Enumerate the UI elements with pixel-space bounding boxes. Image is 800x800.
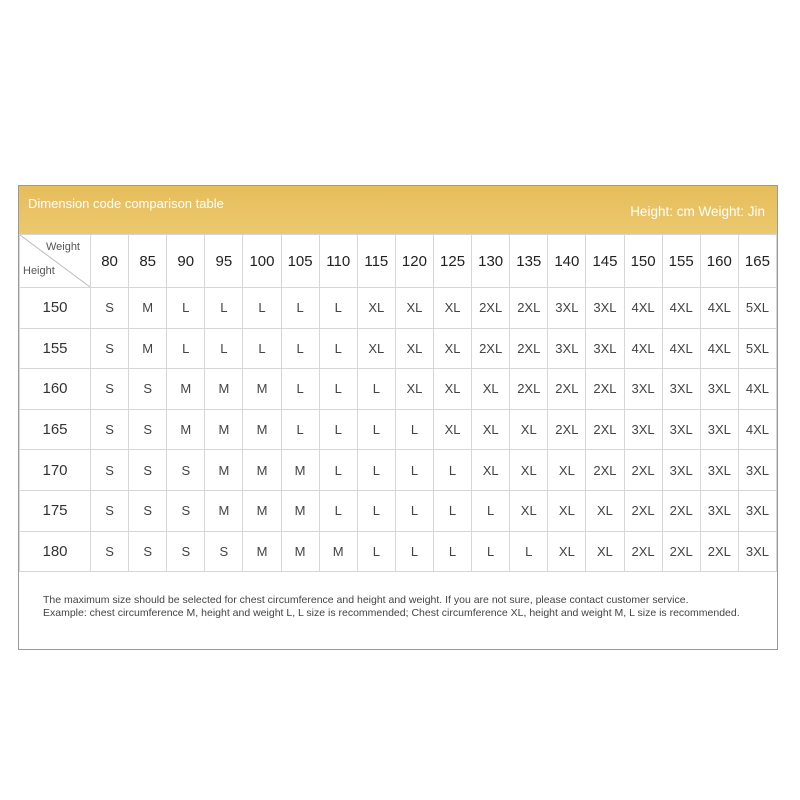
table-row <box>20 531 777 572</box>
size-cell: M <box>205 409 243 450</box>
size-cell: M <box>281 450 319 491</box>
weight-header: 95 <box>205 235 243 288</box>
weight-header: 115 <box>357 235 395 288</box>
size-cell: XL <box>548 490 586 531</box>
size-cell: 2XL <box>624 450 662 491</box>
size-cell: M <box>167 369 205 410</box>
size-cell: L <box>472 490 510 531</box>
size-cell: L <box>281 328 319 369</box>
size-cell: 4XL <box>700 328 738 369</box>
table-row <box>20 450 777 491</box>
size-cell: XL <box>472 369 510 410</box>
size-cell: 2XL <box>510 369 548 410</box>
size-cell: M <box>243 490 281 531</box>
size-cell: S <box>129 369 167 410</box>
size-cell: 3XL <box>700 490 738 531</box>
size-cell: 3XL <box>662 450 700 491</box>
size-cell: XL <box>433 328 471 369</box>
size-cell: 2XL <box>510 328 548 369</box>
size-cell: M <box>243 450 281 491</box>
table-row <box>20 369 777 410</box>
size-cell: L <box>357 490 395 531</box>
weight-header: 85 <box>129 235 167 288</box>
size-cell: 3XL <box>700 450 738 491</box>
size-cell: XL <box>395 328 433 369</box>
size-cell: M <box>281 531 319 572</box>
size-cell: S <box>91 328 129 369</box>
size-cell: S <box>167 531 205 572</box>
height-cell: 170 <box>20 450 91 491</box>
size-cell: 2XL <box>662 531 700 572</box>
height-cell: 160 <box>20 369 91 410</box>
size-cell: XL <box>548 531 586 572</box>
size-cell: L <box>357 531 395 572</box>
size-cell: 2XL <box>586 450 624 491</box>
size-cell: S <box>91 409 129 450</box>
size-cell: L <box>281 409 319 450</box>
weight-header: 90 <box>167 235 205 288</box>
weight-header: 80 <box>91 235 129 288</box>
size-cell: 3XL <box>738 490 776 531</box>
height-cell: 180 <box>20 531 91 572</box>
size-cell: 3XL <box>662 369 700 410</box>
corner-height-label: Height <box>23 265 55 277</box>
size-cell: L <box>395 490 433 531</box>
size-cell: L <box>205 328 243 369</box>
size-cell: XL <box>510 490 548 531</box>
size-cell: L <box>433 490 471 531</box>
size-cell: XL <box>510 450 548 491</box>
size-cell: XL <box>433 288 471 329</box>
size-cell: 4XL <box>662 328 700 369</box>
size-cell: L <box>319 490 357 531</box>
size-cell: XL <box>472 409 510 450</box>
size-cell: S <box>129 490 167 531</box>
header-row <box>20 235 777 288</box>
weight-header: 130 <box>472 235 510 288</box>
size-cell: 3XL <box>624 409 662 450</box>
weight-header: 150 <box>624 235 662 288</box>
size-cell: L <box>319 288 357 329</box>
weight-header: 160 <box>700 235 738 288</box>
size-cell: S <box>167 450 205 491</box>
size-cell: 4XL <box>624 288 662 329</box>
size-cell: 3XL <box>662 409 700 450</box>
size-cell: 5XL <box>738 328 776 369</box>
size-cell: 2XL <box>586 409 624 450</box>
size-cell: S <box>91 450 129 491</box>
size-cell: 4XL <box>738 409 776 450</box>
size-cell: M <box>243 409 281 450</box>
size-cell: XL <box>548 450 586 491</box>
weight-header: 100 <box>243 235 281 288</box>
size-cell: S <box>129 531 167 572</box>
size-cell: 3XL <box>700 369 738 410</box>
size-cell: L <box>243 288 281 329</box>
size-cell: S <box>91 490 129 531</box>
size-cell: XL <box>395 369 433 410</box>
size-cell: M <box>167 409 205 450</box>
size-cell: S <box>91 369 129 410</box>
size-cell: 4XL <box>700 288 738 329</box>
size-cell: XL <box>586 490 624 531</box>
note-line-1: The maximum size should be selected for chest circumference and height and weight. If you are not sure, please contact customer service. <box>43 594 689 606</box>
size-cell: L <box>319 450 357 491</box>
size-cell: 4XL <box>738 369 776 410</box>
size-cell: L <box>167 328 205 369</box>
weight-header: 120 <box>395 235 433 288</box>
weight-header: 135 <box>510 235 548 288</box>
size-cell: L <box>433 450 471 491</box>
size-cell: XL <box>433 369 471 410</box>
table-row <box>20 409 777 450</box>
size-cell: 2XL <box>548 409 586 450</box>
size-cell: L <box>395 531 433 572</box>
size-cell: S <box>205 531 243 572</box>
corner-weight-label: Weight <box>45 241 80 253</box>
size-cell: L <box>395 450 433 491</box>
size-cell: L <box>357 450 395 491</box>
size-chart <box>18 185 778 650</box>
size-cell: XL <box>586 531 624 572</box>
weight-header: 140 <box>548 235 586 288</box>
size-cell: 3XL <box>738 450 776 491</box>
size-cell: 2XL <box>662 490 700 531</box>
size-cell: M <box>319 531 357 572</box>
size-cell: 2XL <box>472 328 510 369</box>
size-cell: M <box>129 288 167 329</box>
size-cell: 3XL <box>586 288 624 329</box>
size-cell: M <box>243 369 281 410</box>
size-cell: 5XL <box>738 288 776 329</box>
size-cell: 3XL <box>548 328 586 369</box>
size-cell: S <box>129 450 167 491</box>
size-cell: 4XL <box>662 288 700 329</box>
weight-header: 155 <box>662 235 700 288</box>
chart-banner <box>19 186 777 234</box>
height-cell: 175 <box>20 490 91 531</box>
size-cell: 4XL <box>624 328 662 369</box>
size-cell: XL <box>510 409 548 450</box>
corner-cell <box>20 235 91 288</box>
size-cell: XL <box>395 288 433 329</box>
size-cell: 2XL <box>624 490 662 531</box>
chart-title: Dimension code comparison table <box>28 196 224 211</box>
height-cell: 165 <box>20 409 91 450</box>
size-cell: XL <box>472 450 510 491</box>
weight-header: 145 <box>586 235 624 288</box>
size-cell: S <box>129 409 167 450</box>
size-cell: L <box>281 369 319 410</box>
size-cell: L <box>205 288 243 329</box>
size-cell: L <box>510 531 548 572</box>
size-cell: 3XL <box>738 531 776 572</box>
size-cell: M <box>205 369 243 410</box>
size-cell: M <box>243 531 281 572</box>
size-cell: M <box>205 450 243 491</box>
table-body <box>20 288 777 572</box>
size-cell: S <box>91 531 129 572</box>
weight-header: 165 <box>738 235 776 288</box>
size-cell: L <box>319 409 357 450</box>
size-cell: L <box>357 369 395 410</box>
weight-header: 125 <box>433 235 471 288</box>
size-cell: L <box>319 328 357 369</box>
size-cell: 2XL <box>624 531 662 572</box>
table-row <box>20 288 777 329</box>
height-cell: 150 <box>20 288 91 329</box>
size-cell: 2XL <box>548 369 586 410</box>
size-cell: 2XL <box>700 531 738 572</box>
size-cell: L <box>281 288 319 329</box>
size-cell: XL <box>357 328 395 369</box>
height-cell: 155 <box>20 328 91 369</box>
size-cell: S <box>167 490 205 531</box>
size-cell: M <box>205 490 243 531</box>
size-cell: L <box>433 531 471 572</box>
size-cell: M <box>129 328 167 369</box>
size-note <box>43 594 759 619</box>
table-row <box>20 328 777 369</box>
note-line-2: Example: chest circumference M, height and weight L, L size is recommended; Chest circumference XL, height and weight M, L size is recommended. <box>43 606 740 619</box>
size-cell: 3XL <box>548 288 586 329</box>
weight-header: 105 <box>281 235 319 288</box>
units-label: Height: cm Weight: Jin <box>630 204 765 219</box>
size-cell: 2XL <box>472 288 510 329</box>
size-cell: L <box>357 409 395 450</box>
size-table <box>19 234 777 572</box>
size-cell: 3XL <box>586 328 624 369</box>
size-cell: 3XL <box>700 409 738 450</box>
weight-header: 110 <box>319 235 357 288</box>
size-cell: L <box>319 369 357 410</box>
size-cell: L <box>167 288 205 329</box>
size-cell: L <box>243 328 281 369</box>
size-cell: XL <box>357 288 395 329</box>
size-cell: 2XL <box>586 369 624 410</box>
size-cell: S <box>91 288 129 329</box>
table-row <box>20 490 777 531</box>
size-cell: L <box>472 531 510 572</box>
size-cell: 2XL <box>510 288 548 329</box>
size-cell: XL <box>433 409 471 450</box>
size-cell: 3XL <box>624 369 662 410</box>
size-cell: L <box>395 409 433 450</box>
size-cell: M <box>281 490 319 531</box>
